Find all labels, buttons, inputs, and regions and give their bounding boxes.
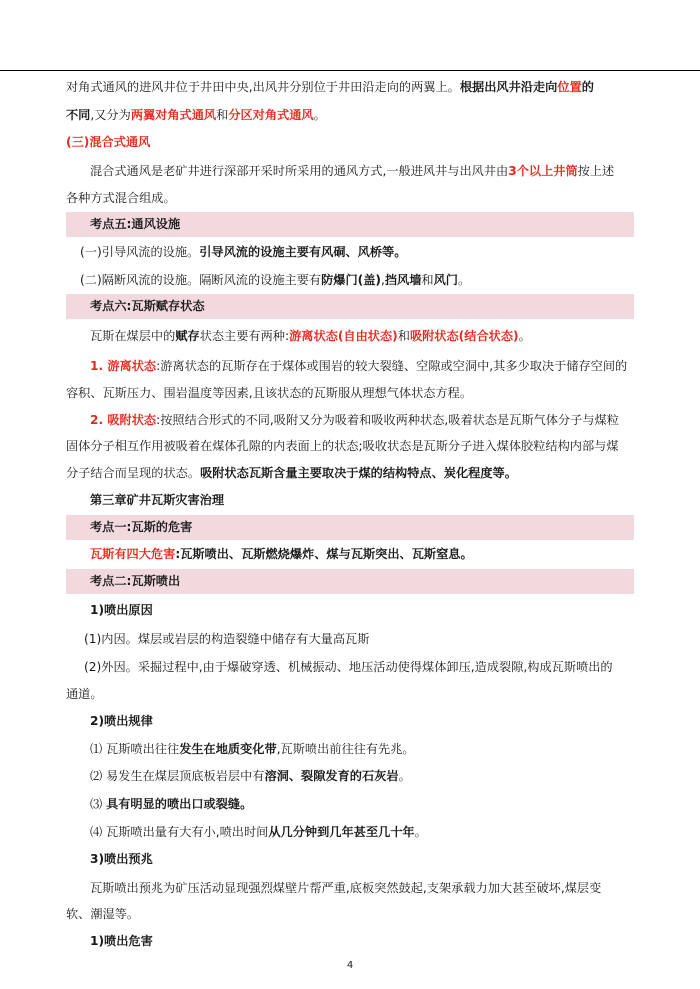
subheading-patterns: 2)喷出规律 xyxy=(90,714,153,728)
header-rule xyxy=(0,70,700,71)
paragraph-adsorbed-state-line1: 2. 吸附状态:按照结合形式的不同,吸附又分为吸着和吸收两种状态,吸着状态是瓦斯气体分子与煤粒 xyxy=(90,413,619,427)
pattern-item-2: ⑵ 易发生在煤层顶底板岩层中有溶洞、裂隙发育的石灰岩。 xyxy=(90,769,411,783)
paragraph-free-state-line1: 1. 游离状态:游离状态的瓦斯存在于煤体或围岩的较大裂缝、空隙或空洞中,其多少取决于储存空间的 xyxy=(90,359,628,373)
key-point-band-6: 考点六:瓦斯赋存状态 xyxy=(66,294,634,319)
paragraph-gas-states: 瓦斯在煤层中的赋存状态主要有两种:游离状态(自由状态)和吸附状态(结合状态)。 xyxy=(90,329,531,343)
paragraph-adsorbed-state-line2: 固体分子相互作用被吸着在煤体孔隙的内表面上的状态;吸收状态是瓦斯分子进入煤体胶粒结构内部与煤 xyxy=(66,439,619,453)
paragraph-diagonal-ventilation-line1: 对角式通风的进风井位于井田中央,出风井分别位于井田沿走向的两翼上。根据出风井沿走向位置的 xyxy=(66,80,594,94)
key-point-band-1: 考点一:瓦斯的危害 xyxy=(66,515,634,540)
paragraph-mixed-ventilation-line2: 各种方式混合组成。 xyxy=(66,191,176,205)
paragraph-precursors-line1: 瓦斯喷出预兆为矿压活动显现强烈煤壁片帮严重,底板突然鼓起,支架承载力加大甚至破坏,煤层变 xyxy=(90,881,602,895)
paragraph-mixed-ventilation-line1: 混合式通风是老矿井进行深部开采时所采用的通风方式,一般进风井与出风井由3个以上井筒按上述 xyxy=(90,164,615,178)
paragraph-precursors-line2: 软、潮湿等。 xyxy=(66,907,140,921)
subheading-hazards: 1)喷出危害 xyxy=(90,934,153,948)
key-point-band-5: 考点五:通风设施 xyxy=(66,212,634,237)
paragraph-diagonal-ventilation-line2: 不同,又分为两翼对角式通风和分区对角式通风。 xyxy=(66,108,326,122)
paragraph-free-state-line2: 容积、瓦斯压力、围岩温度等因素,且该状态的瓦斯服从理想气体状态方程。 xyxy=(66,386,473,400)
paragraph-guide-airflow: (一)引导风流的设施。引导风流的设施主要有风硐、风桥等。 xyxy=(80,245,407,259)
pattern-item-4: ⑷ 瓦斯喷出量有大有小,喷出时间从几分钟到几年甚至几十年。 xyxy=(90,825,427,839)
paragraph-block-airflow: (二)隔断风流的设施。隔断风流的设施主要有防爆门(盖),挡风墙和风门。 xyxy=(80,273,471,287)
chapter-heading: 第三章矿井瓦斯灾害治理 xyxy=(90,493,225,507)
subheading-causes: 1)喷出原因 xyxy=(90,603,153,617)
paragraph-gas-hazards: 瓦斯有四大危害:瓦斯喷出、瓦斯燃烧爆炸、煤与瓦斯突出、瓦斯窒息。 xyxy=(90,547,473,561)
page-number: 4 xyxy=(346,960,354,971)
paragraph-adsorbed-state-line3: 分子结合而呈现的状态。吸附状态瓦斯含量主要取决于煤的结构特点、炭化程度等。 xyxy=(66,466,517,480)
key-point-band-2: 考点二:瓦斯喷出 xyxy=(66,569,634,594)
pattern-item-1: ⑴ 瓦斯喷出往往发生在地质变化带,瓦斯喷出前往往有先兆。 xyxy=(90,742,415,756)
pattern-item-3: ⑶ 具有明显的喷出口或裂缝。 xyxy=(90,797,253,811)
subheading-precursors: 3)喷出预兆 xyxy=(90,852,153,866)
paragraph-external-cause-line1: (2)外因。采掘过程中,由于爆破穿透、机械振动、地压活动使得煤体卸压,造成裂隙,构成瓦斯喷出的 xyxy=(84,660,613,674)
section-heading-mixed-ventilation: (三)混合式通风 xyxy=(66,135,151,149)
paragraph-internal-cause: (1)内因。煤层或岩层的构造裂缝中储存有大量高瓦斯 xyxy=(84,632,370,646)
paragraph-external-cause-line2: 通道。 xyxy=(66,687,103,701)
